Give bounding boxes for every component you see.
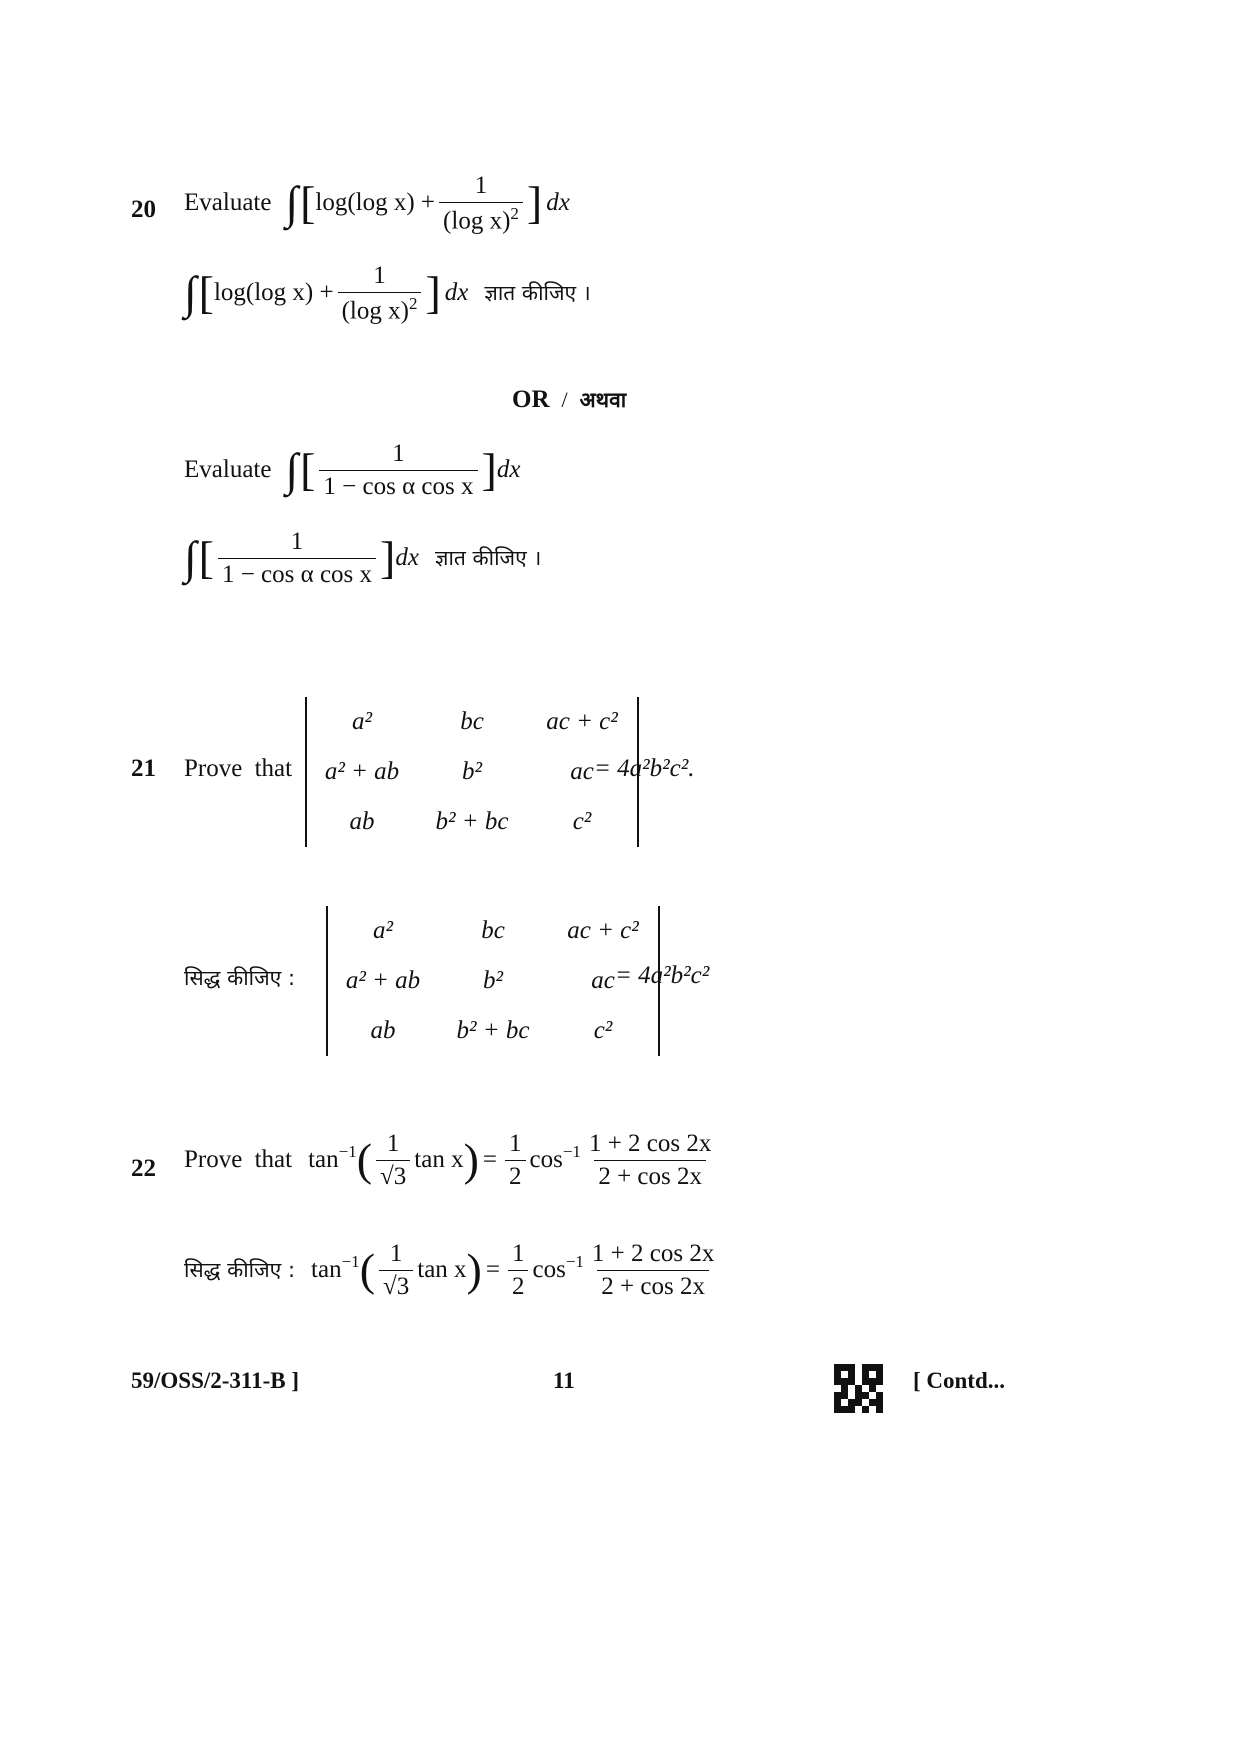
log-term: log(log x) + xyxy=(315,189,436,217)
left-bracket: [ xyxy=(198,267,214,319)
numerator: 1 xyxy=(392,440,405,467)
fraction xyxy=(379,1240,413,1300)
det-cell: b² xyxy=(462,758,482,785)
det-cell: ac xyxy=(591,967,615,994)
denominator: √3 xyxy=(379,1270,413,1301)
det-cell: a² + ab xyxy=(345,967,421,994)
denominator: 2 xyxy=(505,1160,526,1191)
q20-alt-hindi xyxy=(184,528,541,588)
or-slash: / xyxy=(561,387,568,412)
inverse-exponent: −1 xyxy=(562,1142,581,1161)
integral-sign: ∫ xyxy=(285,444,299,495)
denominator: 2 xyxy=(508,1270,529,1301)
cos-function: cos xyxy=(529,1146,563,1173)
determinant-hindi xyxy=(326,906,660,1056)
q22-hindi-expression xyxy=(184,1240,722,1300)
tan-x: tan x xyxy=(414,1146,464,1173)
evaluate-label: Evaluate xyxy=(184,456,272,483)
det-cell: b² xyxy=(483,967,503,994)
left-paren: ( xyxy=(356,1134,373,1185)
det-cell: ab xyxy=(349,808,375,835)
q20-hindi-expression xyxy=(184,262,591,324)
paper-code: 59/OSS/2-311-B ] xyxy=(131,1368,300,1393)
cos-function: cos xyxy=(532,1256,566,1283)
log-term: log(log x) + xyxy=(213,279,334,307)
denominator: 2 + cos 2x xyxy=(594,1160,706,1191)
or-label: OR xyxy=(512,386,550,413)
or-hindi: अथवा xyxy=(579,388,627,412)
question-number: 22 xyxy=(131,1155,156,1182)
numerator: 1 xyxy=(511,1240,525,1267)
fraction xyxy=(338,262,422,324)
det-cell: ac + c² xyxy=(567,917,639,944)
right-paren: ) xyxy=(463,1134,479,1185)
right-bracket: ] xyxy=(425,267,441,319)
right-bracket: ] xyxy=(481,444,497,495)
numerator: 1 xyxy=(386,1130,400,1157)
fraction xyxy=(319,440,477,500)
den-exponent: 2 xyxy=(510,203,519,223)
den-exponent: 2 xyxy=(408,293,418,313)
det-cell: ac xyxy=(570,758,594,785)
left-bracket: [ xyxy=(300,444,316,495)
det-cell: b² + bc xyxy=(456,1017,530,1044)
den-text: (log x) xyxy=(341,296,409,324)
dx: dx xyxy=(444,279,469,307)
det-cell: a² + ab xyxy=(324,758,400,785)
hindi-prove-label: सिद्ध कीजिए : xyxy=(184,966,296,990)
denominator xyxy=(439,202,523,235)
rhs-fraction xyxy=(585,1130,715,1190)
determinant-english xyxy=(305,697,639,847)
det-cell: b² + bc xyxy=(435,808,509,835)
fraction xyxy=(439,172,523,234)
det-cell: a² xyxy=(373,917,393,944)
dx: dx xyxy=(395,544,419,571)
contd-label: [ Contd... xyxy=(913,1368,1006,1393)
numerator: 1 + 2 cos 2x xyxy=(591,1240,715,1267)
hindi-prove-label: सिद्ध कीजिए : xyxy=(184,1258,296,1282)
denominator: 2 + cos 2x xyxy=(597,1270,709,1301)
det-cell: bc xyxy=(481,917,505,944)
question-number: 21 xyxy=(131,755,156,782)
prove-label: Prove that xyxy=(184,755,293,782)
tan-x: tan x xyxy=(417,1256,467,1283)
left-paren: ( xyxy=(359,1244,376,1295)
numerator: 1 xyxy=(474,172,488,199)
fraction xyxy=(218,528,376,588)
numerator: 1 xyxy=(389,1240,403,1267)
numerator: 1 xyxy=(509,1130,522,1157)
det-cell: c² xyxy=(572,808,592,835)
page-number: 11 xyxy=(553,1368,575,1393)
det-cell: a² xyxy=(352,708,372,735)
equals: = xyxy=(485,1256,500,1283)
den-text: (log x) xyxy=(443,206,511,234)
q20-alt-english xyxy=(184,440,520,500)
numerator: 1 + 2 cos 2x xyxy=(588,1130,712,1157)
denominator: 1 − cos α cos x xyxy=(319,470,477,501)
left-bracket: [ xyxy=(198,532,214,583)
denominator xyxy=(338,292,422,325)
dx: dx xyxy=(546,189,570,217)
left-bracket: [ xyxy=(300,177,316,229)
right-bracket: ] xyxy=(526,177,543,229)
inverse-exponent: −1 xyxy=(341,1252,360,1271)
inverse-exponent: −1 xyxy=(338,1142,357,1161)
integral-sign: ∫ xyxy=(184,532,197,583)
q20-english-expression xyxy=(184,172,570,234)
hindi-instruction: ज्ञात कीजिए । xyxy=(434,546,542,570)
or-separator xyxy=(512,386,626,414)
right-bracket: ] xyxy=(380,532,396,583)
numerator: 1 xyxy=(373,262,386,289)
half-fraction xyxy=(508,1240,529,1300)
hindi-instruction: ज्ञात कीजिए । xyxy=(484,281,591,306)
q22-english-expression xyxy=(184,1130,719,1190)
determinant-rhs: = 4a²b²c². xyxy=(594,755,695,782)
inverse-exponent: −1 xyxy=(565,1252,584,1271)
prove-label: Prove that xyxy=(184,1146,293,1173)
det-cell: bc xyxy=(460,708,484,735)
numerator: 1 xyxy=(290,528,304,555)
rhs-fraction xyxy=(588,1240,718,1300)
evaluate-label: Evaluate xyxy=(184,189,272,217)
question-number: 20 xyxy=(131,196,156,223)
dx: dx xyxy=(496,456,521,483)
fraction xyxy=(376,1130,410,1190)
right-paren: ) xyxy=(466,1244,482,1295)
qr-code-icon xyxy=(834,1364,883,1413)
denominator: 1 − cos α cos x xyxy=(218,558,376,589)
integral-sign: ∫ xyxy=(285,177,299,229)
denominator: √3 xyxy=(376,1160,410,1191)
equals: = xyxy=(482,1146,498,1173)
det-cell: c² xyxy=(593,1017,613,1044)
integral-sign: ∫ xyxy=(184,267,197,319)
half-fraction xyxy=(505,1130,526,1190)
det-cell: ab xyxy=(370,1017,396,1044)
tan-function: tan xyxy=(308,1146,339,1173)
det-cell: ac + c² xyxy=(546,708,618,735)
tan-function: tan xyxy=(311,1256,342,1283)
determinant-rhs-hindi: = 4a²b²c² xyxy=(615,962,710,989)
